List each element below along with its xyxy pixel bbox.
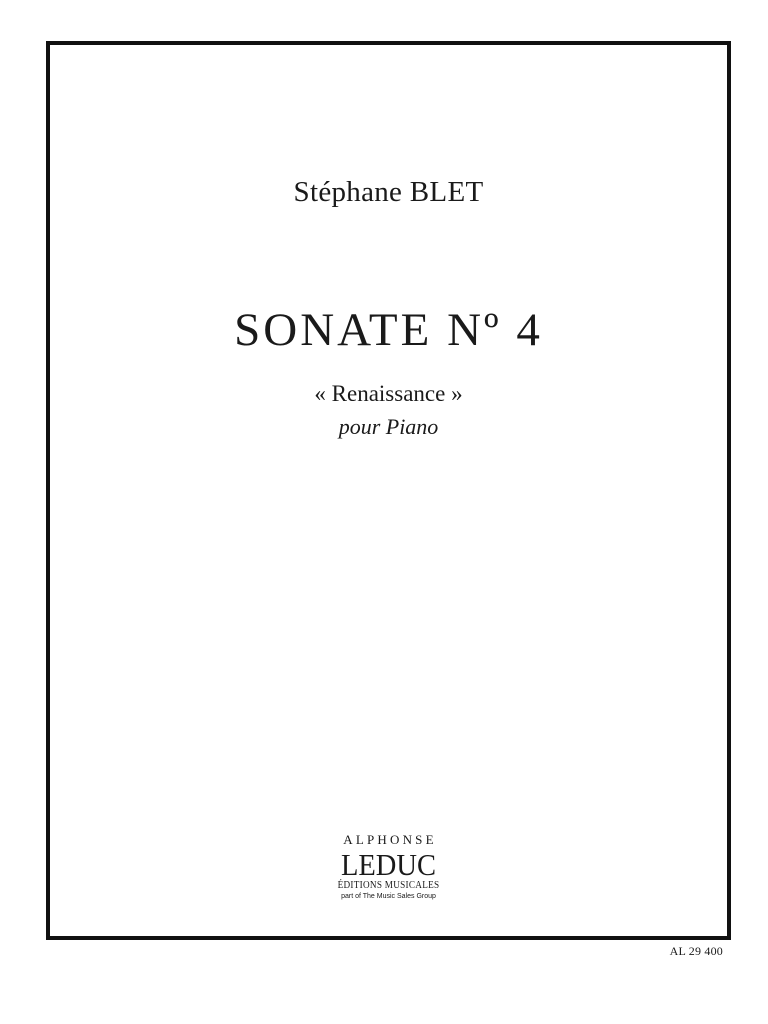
instrumentation: pour Piano bbox=[338, 414, 439, 439]
publisher-logo-line4: part of The Music Sales Group bbox=[341, 893, 436, 900]
publisher-logo-line3: ÉDITIONS MUSICALES bbox=[337, 880, 440, 891]
publisher-logo-line1: ALPHONSE bbox=[343, 832, 437, 847]
work-title: SONATE Nº 4 bbox=[234, 304, 543, 356]
cover-frame bbox=[46, 41, 731, 940]
composer-name: Stéphane BLET bbox=[293, 176, 484, 208]
publisher-logo-line2: LEDUC bbox=[340, 847, 437, 882]
catalog-number: AL 29 400 bbox=[669, 944, 723, 958]
work-subtitle: « Renaissance » bbox=[314, 381, 463, 406]
publisher-logo bbox=[50, 833, 727, 900]
